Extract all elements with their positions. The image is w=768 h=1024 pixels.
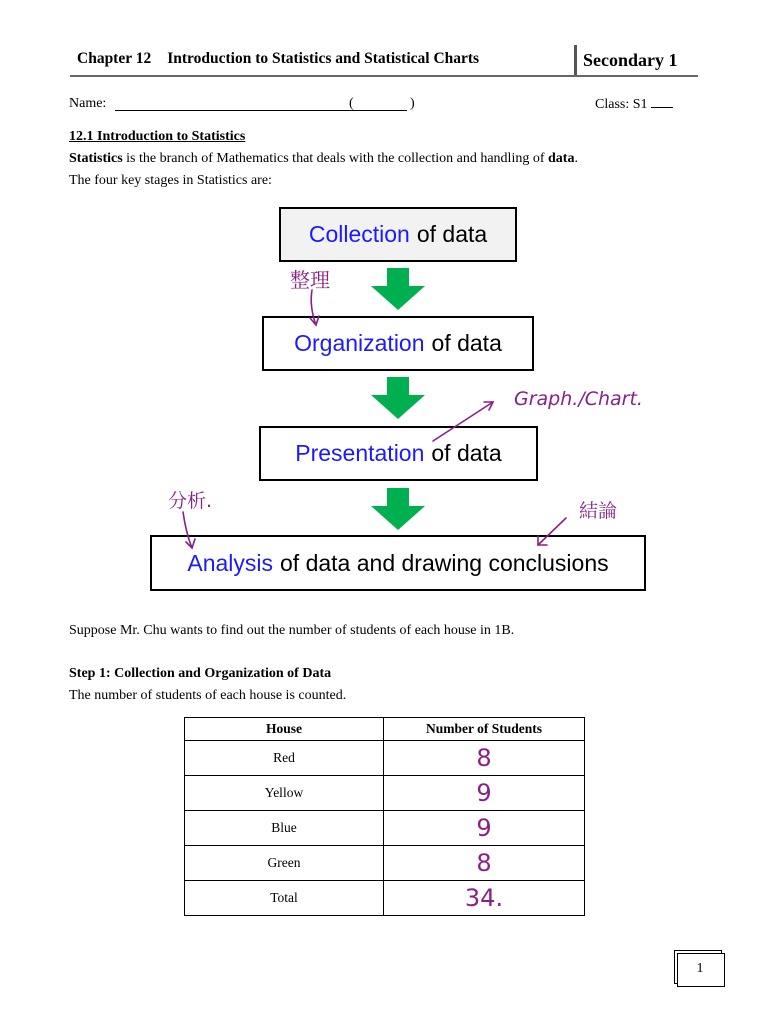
- table-row: [185, 811, 585, 846]
- down-arrow-icon: [370, 377, 426, 419]
- house-cell: Red: [185, 741, 384, 776]
- table-row: [185, 846, 585, 881]
- class-blank-line: [651, 96, 673, 108]
- house-count-table: [184, 717, 585, 916]
- down-arrow-icon: [370, 268, 426, 310]
- definition-period: .: [574, 151, 578, 166]
- class-field: [595, 96, 673, 113]
- page-number: 1: [696, 961, 704, 976]
- statistics-definition: [69, 151, 578, 167]
- stage-keyword: Presentation: [295, 440, 425, 466]
- stage-box-analysis: [150, 535, 646, 591]
- count-cell: 8: [384, 846, 585, 881]
- stage-keyword: Analysis: [187, 549, 274, 576]
- header-divider-vertical: [574, 45, 577, 77]
- table-header-row: [185, 718, 585, 741]
- annotation-conclusion: 結論: [579, 500, 618, 522]
- count-cell: 9: [384, 776, 585, 811]
- definition-text: is the branch of Mathematics that deals with the collection and handling of: [122, 151, 548, 166]
- down-arrow-icon: [370, 488, 426, 530]
- stage-keyword: Organization: [294, 330, 425, 356]
- name-label: Name:: [69, 96, 107, 111]
- stage-rest: of data and drawing conclusions: [280, 549, 609, 576]
- stage-box-collection: [279, 207, 517, 262]
- stage-rest: of data: [416, 221, 488, 247]
- page-number-box: [674, 950, 724, 986]
- count-cell: 34.: [384, 881, 585, 916]
- step-description: The number of students of each house is counted.: [69, 688, 347, 703]
- definition-term: Statistics: [69, 151, 123, 166]
- annotation-graph-chart: Graph./Chart.: [514, 388, 643, 410]
- table-row: [185, 776, 585, 811]
- count-cell: 8: [384, 741, 585, 776]
- stage-rest: of data: [431, 330, 502, 356]
- class-label: Class: S1: [595, 97, 648, 112]
- header-rule: [70, 75, 698, 77]
- stage-rest: of data: [431, 440, 502, 466]
- column-header-house: House: [185, 718, 384, 741]
- chapter-title: Introduction to Statistics and Statistical Charts: [167, 50, 480, 67]
- step-title: Step 1: Collection and Organization of Data: [69, 666, 332, 681]
- column-header-count: Number of Students: [384, 718, 585, 741]
- table-row: [185, 881, 585, 916]
- stage-keyword: Collection: [308, 221, 410, 247]
- section-title: 12.1 Introduction to Statistics: [69, 129, 246, 144]
- example-intro: Suppose Mr. Chu wants to find out the number of students of each house in 1B.: [69, 623, 515, 638]
- stages-intro: The four key stages in Statistics are:: [69, 173, 272, 188]
- house-cell: Total: [185, 881, 384, 916]
- stage-box-presentation: [259, 426, 538, 481]
- class-number-paren-open: (: [349, 96, 354, 111]
- level-label: Secondary 1: [583, 50, 678, 70]
- table-row: [185, 741, 585, 776]
- definition-keyword: data: [548, 151, 575, 166]
- chapter-heading: [77, 50, 479, 68]
- class-number-paren-close: ): [410, 96, 415, 111]
- stage-box-organization: [262, 316, 534, 371]
- count-cell: 9: [384, 811, 585, 846]
- annotation-analyse: 分析.: [168, 490, 213, 512]
- house-cell: Blue: [185, 811, 384, 846]
- house-cell: Yellow: [185, 776, 384, 811]
- house-cell: Green: [185, 846, 384, 881]
- chapter-number: Chapter 12: [77, 50, 152, 67]
- annotation-arrowhead-presentation: [484, 402, 493, 410]
- name-blank-line: [115, 110, 407, 111]
- annotation-organize: 整理: [290, 268, 330, 292]
